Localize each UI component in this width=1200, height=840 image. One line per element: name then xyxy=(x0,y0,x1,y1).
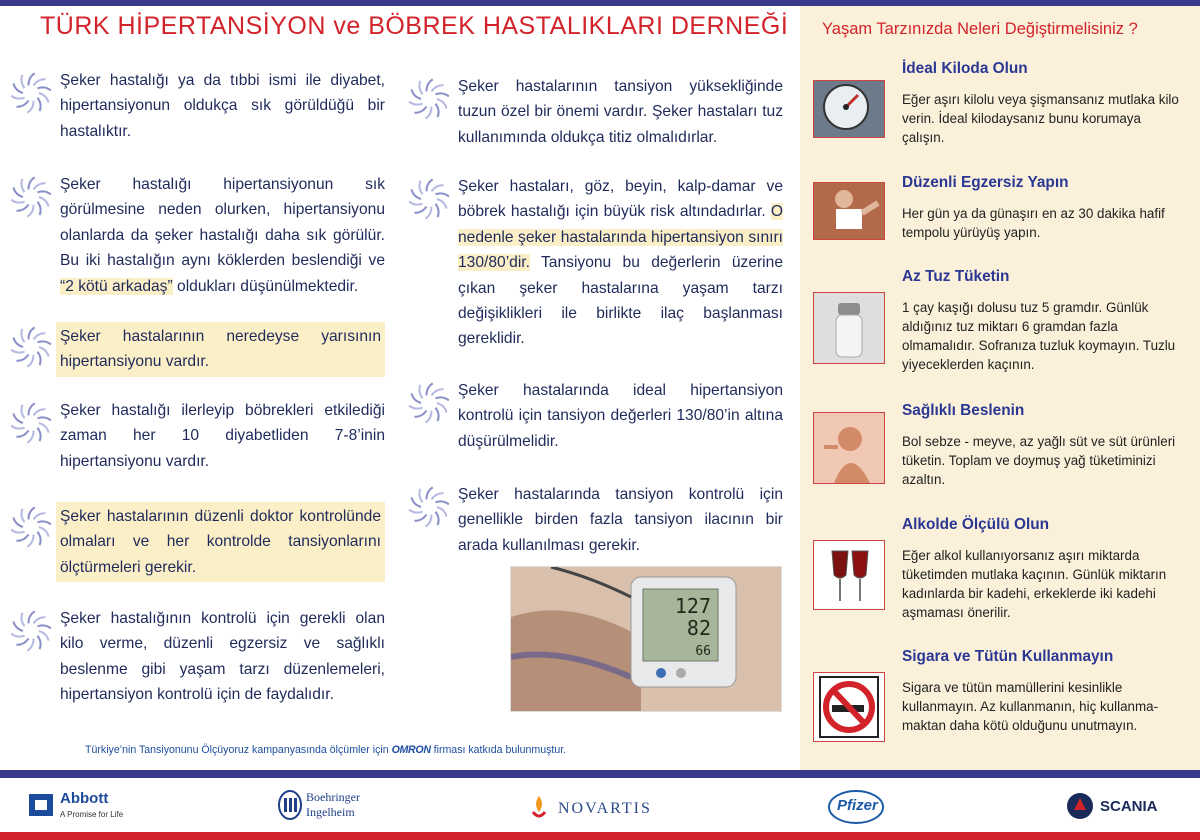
tip-heading: Sağlıklı Beslenin xyxy=(902,402,1025,419)
list-item: Şeker hastaları, göz, beyin, kalp-damar ve böbrek hastalığı için büyük risk altındadırlar. O nedenle şeker hastalarında hipertansiyon sınırı 130/80’dir. Tansiyonu bu değerlerin üzerine çıkan şeker hastalarına yaşam tarzı değişiklikleri ile birlikte ilaç başlanması gereklidir. xyxy=(458,174,783,378)
bottom-stripe xyxy=(0,770,1200,778)
tip-body: Eğer alkol kullanıyorsanız aşırı miktarda tüketimden mutlaka kaçının. Günlük miktarın kadınlarda bir kadehi, erkeklerde iki kadehi aşmaması önerilir. xyxy=(902,548,1167,620)
spiral-burst-icon xyxy=(8,174,54,220)
sponsor-logos: Abbott A Promise for Life Boehringer Ingelheim NOVARTIS Pfizer SCANIA xyxy=(0,778,1200,832)
list-item: Şeker hastalarında ideal hipertansiyon kontrolü için tansiyon değerleri 130/80’in altına düşürülmelidir. xyxy=(458,378,783,482)
tip-body: 1 çay kaşığı dolusu tuz 5 gramdır. Günlük aldığınız tuz miktarı 6 gramdan fazla olmamalıdır. Sofranıza tuzluk koymayın. Tuzlu yiyeceklerden kaçının. xyxy=(902,300,1176,372)
list-item: Şeker hastalığı ya da tıbbi ismi ile diyabet, hipertansiyonun oldukça sık görüldüğü bir hastalıktır. xyxy=(60,68,385,172)
tip-heading: İdeal Kiloda Olun xyxy=(902,60,1028,77)
tip-ideal-weight xyxy=(902,60,1184,147)
tip-body: Bol sebze - meyve, az yağlı süt ve süt ürünleri tüketin. Toplam ve doymuş yağ tüketiminizi azaltın. xyxy=(902,434,1176,487)
diastolic-readout: 82 xyxy=(686,616,711,640)
abbott-mark-icon xyxy=(26,790,56,820)
list-item: Şeker hastalarının tansiyon yüksekliğinde tuzun özel bir önemi vardır. Şeker hastaları tuz kullanımında oldukça titiz olmalıdırlar. xyxy=(458,74,783,174)
pulse-readout: 66 xyxy=(695,644,711,659)
eating-icon xyxy=(813,412,885,484)
no-smoking-icon xyxy=(813,672,885,742)
boehringer-mark-icon xyxy=(278,790,302,820)
campaign-note: Türkiye’nin Tansiyonunu Ölçüyoruz kampanyasında ölçümler için OMRON firması katkıda bulunmuştur. xyxy=(85,744,567,756)
salt-shaker-icon xyxy=(813,292,885,364)
list-item: Şeker hastalığı hipertansiyonun sık görülmesine neden olurken, hipertansiyonu olanlarda da şeker hastalığı daha sık görülür. Bu iki hastalığın aynı köklerden beslendiği ve “2 kötü arkadaş” oldukları düşünülmektedir. xyxy=(60,172,385,322)
left-column xyxy=(60,68,385,710)
exercise-icon xyxy=(813,182,885,240)
spiral-burst-icon xyxy=(406,484,452,530)
tip-no-smoking xyxy=(902,648,1184,735)
tip-heading: Düzenli Egzersiz Yapın xyxy=(902,174,1069,191)
list-item: Şeker hastalığının kontrolü için gerekli olan kilo verme, düzenli egzersiz ve sağlıklı beslenme gibi yaşam tarzı düzenlemeleri, hipertansiyon kontrolü için de faydalıdır. xyxy=(60,606,385,710)
spiral-burst-icon xyxy=(8,504,54,550)
tip-heading: Sigara ve Tütün Kullanmayın xyxy=(902,648,1114,665)
blood-pressure-monitor-photo xyxy=(510,566,782,712)
tip-body: Sigara ve tütün mamüllerini kesinlikle kullanmayın. Az kullanmanın, hiç kullanma-maktan daha kötü olduğunu unutmayın. xyxy=(902,680,1159,733)
tip-alcohol xyxy=(902,516,1184,622)
wine-glass-icon xyxy=(813,540,885,610)
list-item: Şeker hastalarının düzenli doktor kontrolünde olmaları ve her kontrolde tansiyonlarını ölçtürmeleri gerekir. xyxy=(60,502,385,606)
page-title: TÜRK HİPERTANSİYON ve BÖBREK HASTALIKLARI DERNEĞİ xyxy=(40,12,789,40)
list-item: Şeker hastalarının neredeyse yarısının hipertansiyonu vardır. xyxy=(60,322,385,398)
spiral-burst-icon xyxy=(8,608,54,654)
tip-body: Eğer aşırı kilolu veya şişmansanız mutlaka kilo verin. İdeal kilodaysanız bunu korumaya çalışın. xyxy=(902,92,1179,145)
bottom-red-stripe xyxy=(0,832,1200,840)
tip-healthy-eating xyxy=(902,402,1184,489)
spiral-burst-icon xyxy=(406,380,452,426)
novartis-flame-icon xyxy=(530,794,548,820)
list-item: Şeker hastalığı ilerleyip böbrekleri etkilediği zaman her 10 diyabetliden 7-8’inin hipertansiyonu vardır. xyxy=(60,398,385,502)
scale-icon xyxy=(813,80,885,138)
tip-less-salt xyxy=(902,268,1184,374)
systolic-readout: 127 xyxy=(674,594,711,618)
tip-heading: Az Tuz Tüketin xyxy=(902,268,1010,285)
sidebar-title: Yaşam Tarzınızda Neleri Değiştirmelisiniz ? xyxy=(822,20,1138,38)
omron-logo: OMRON xyxy=(391,744,431,756)
tip-exercise xyxy=(902,174,1184,242)
spiral-burst-icon xyxy=(8,324,54,370)
spiral-burst-icon xyxy=(406,176,452,222)
tip-heading: Alkolde Ölçülü Olun xyxy=(902,516,1050,533)
scania-griffin-icon xyxy=(1066,792,1094,820)
spiral-burst-icon xyxy=(8,70,54,116)
right-column xyxy=(458,74,783,562)
list-item: Şeker hastalarında tansiyon kontrolü için genellikle birden fazla tansiyon ilacının bir arada kullanılması gerekir. xyxy=(458,482,783,562)
spiral-burst-icon xyxy=(8,400,54,446)
tip-body: Her gün ya da günaşırı en az 30 dakika hafif tempolu yürüyüş yapın. xyxy=(902,206,1165,240)
blood-pressure-monitor-icon xyxy=(511,567,781,711)
spiral-burst-icon xyxy=(406,76,452,122)
